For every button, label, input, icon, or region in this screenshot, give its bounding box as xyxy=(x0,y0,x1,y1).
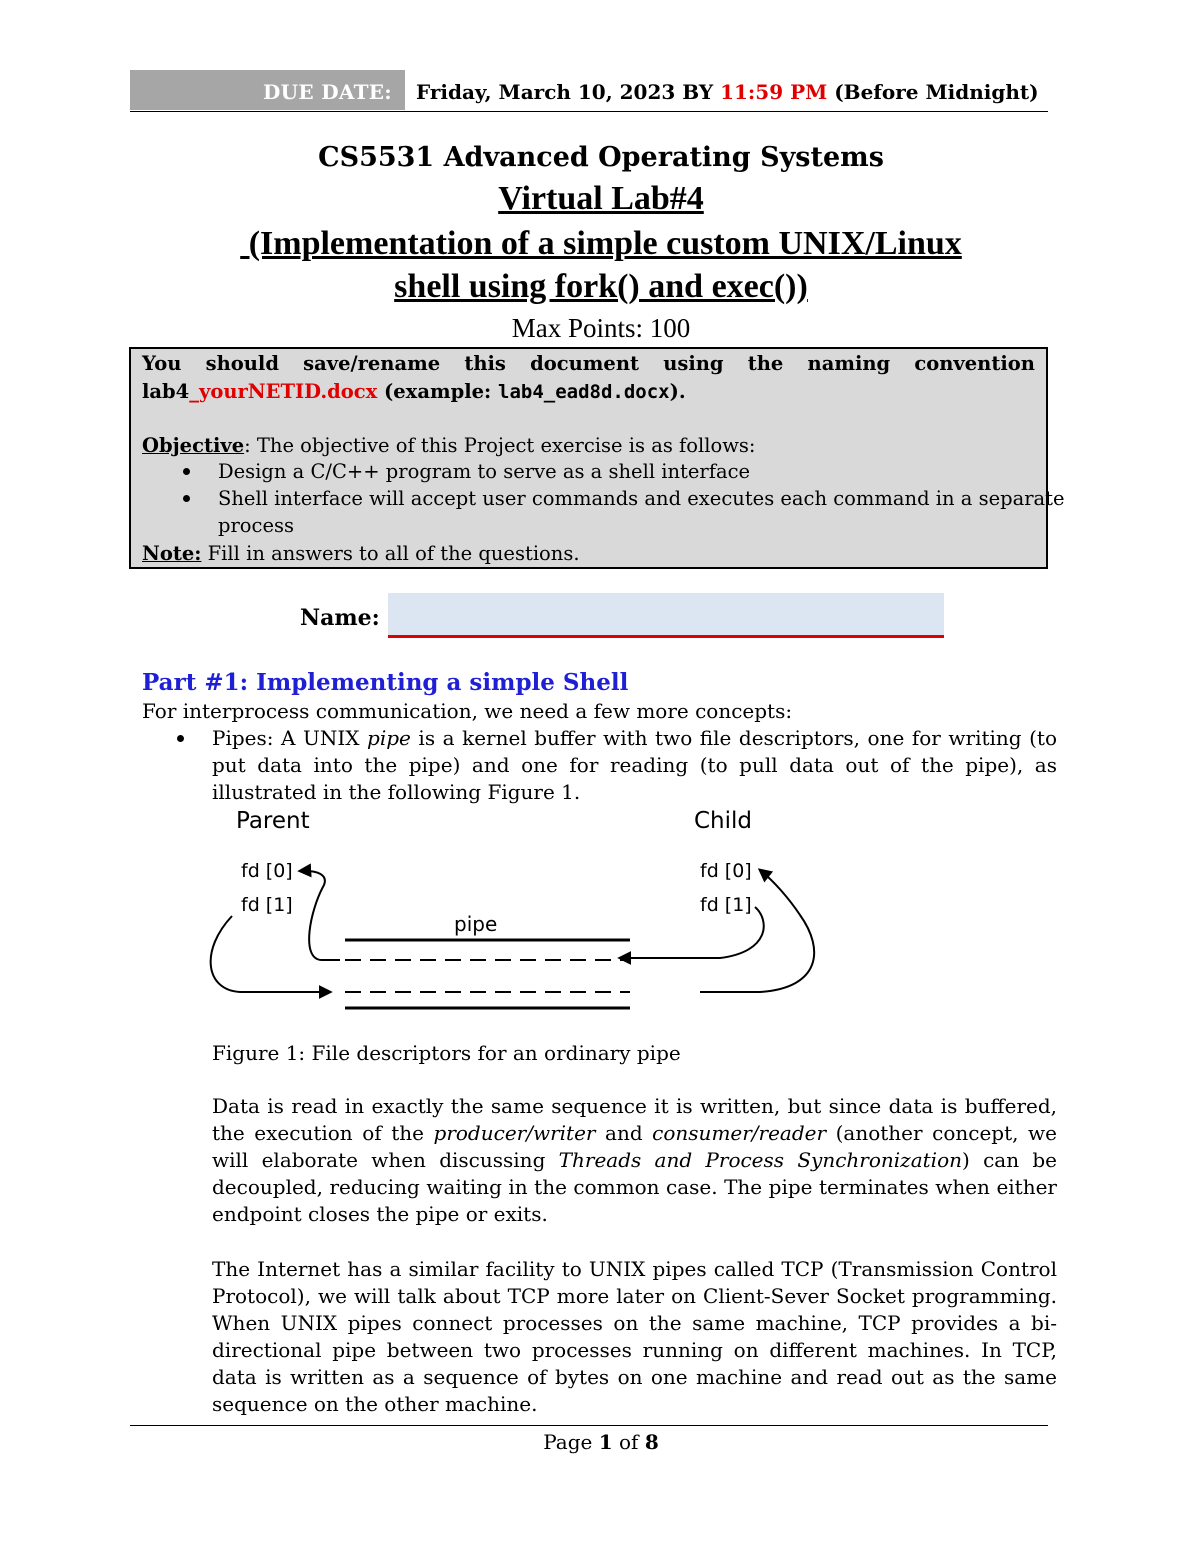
parent-label: Parent xyxy=(236,808,310,834)
footer-rule xyxy=(130,1425,1048,1426)
naming-convention-example xyxy=(142,380,686,403)
naming-example-post: ). xyxy=(669,380,686,403)
parent-fd1-label: fd [1] xyxy=(241,894,293,916)
max-points: Max Points: 100 xyxy=(511,313,691,343)
word: naming xyxy=(807,352,891,375)
bullet-icon xyxy=(183,468,190,475)
paragraph-tcp: The Internet has a similar facility to UNIX pipes called TCP (Transmission Control Protocol), we will talk about TCP more later on Client-Sever Socket programming. When UNIX pipes connect processes on the same machine, TCP provides a bi-directional pipe between two processes running on different machines. In TCP, data is written as a sequence of bytes on one machine and read out as the same sequence on the other machine. xyxy=(212,1257,1057,1416)
objective-label: Objective xyxy=(142,434,245,457)
due-date-text: Friday, March 10, 2023 BY xyxy=(416,80,721,104)
word: using xyxy=(663,352,724,375)
lab-subtitle-line2: shell using fork() and exec()) xyxy=(394,268,808,305)
pipe-label: pipe xyxy=(454,912,498,936)
child-label: Child xyxy=(694,808,753,834)
course-title: CS5531 Advanced Operating Systems xyxy=(318,142,884,173)
note-text: Fill in answers to all of the questions. xyxy=(201,542,580,565)
pipes-text-pre: Pipes: A UNIX xyxy=(212,726,368,750)
word: should xyxy=(205,352,279,375)
pipe-diagram xyxy=(200,800,840,1025)
child-fd1-label: fd [1] xyxy=(700,894,752,916)
due-note: (Before Midnight) xyxy=(827,80,1039,104)
word: the xyxy=(747,352,784,375)
para1-italic-consumer: consumer/reader xyxy=(652,1121,827,1145)
para1-text-c: (another concept, we will elaborate when discussing xyxy=(212,1121,1057,1172)
due-date-value xyxy=(416,80,1039,104)
figure-caption: Figure 1: File descriptors for an ordinary pipe xyxy=(212,1041,681,1065)
objective-line xyxy=(142,434,755,457)
para1-text-d: ) can be decoupled, reducing waiting in the common case. The pipe terminates when either endpoint closes the pipe or exits. xyxy=(212,1148,1058,1226)
note-label: Note: xyxy=(142,542,202,565)
objective-text: : The objective of this Project exercise is as follows: xyxy=(244,434,756,457)
pipes-paragraph xyxy=(212,725,1057,806)
bullet-icon xyxy=(177,735,184,742)
page-footer xyxy=(130,1430,1072,1454)
naming-example-code: lab4_ead8d.docx xyxy=(498,381,670,403)
word: save/rename xyxy=(303,352,441,375)
due-time: 11:59 PM xyxy=(720,80,828,104)
parent-fd0-label: fd [0] xyxy=(241,860,293,882)
name-label: Name: xyxy=(300,605,380,631)
para1-italic-producer: producer/writer xyxy=(433,1121,596,1145)
page-word: Page xyxy=(543,1430,599,1454)
header-rule xyxy=(130,111,1048,112)
word: You xyxy=(142,352,182,375)
part1-heading: Part #1: Implementing a simple Shell xyxy=(142,669,629,696)
pipes-text-post: is a kernel buffer with two file descriptors, one for writing (to put data into the pipe) and one for reading (to pull data out of the pipe), as illustrated in the following Figure 1. xyxy=(212,726,1057,804)
objective-bullet-2-continued: process xyxy=(218,514,295,537)
naming-example-pre: (example: xyxy=(377,380,499,403)
naming-highlight: _yourNETID.docx xyxy=(189,380,378,403)
objective-bullet-2: Shell interface will accept user commands and executes each command in a separate xyxy=(218,487,1065,510)
page-total: 8 xyxy=(644,1430,659,1454)
child-fd0-label: fd [0] xyxy=(700,860,752,882)
word: convention xyxy=(914,352,1035,375)
word: document xyxy=(530,352,640,375)
para1-text-a: Data is read in exactly the same sequence it is written, but since data is buffered, the execution of the xyxy=(212,1094,1057,1145)
word: this xyxy=(464,352,506,375)
part1-intro: For interprocess communication, we need a few more concepts: xyxy=(142,699,793,723)
lab-subtitle-line1: (Implementation of a simple custom UNIX/Linux xyxy=(240,225,962,262)
para1-text-b: and xyxy=(595,1121,653,1145)
bullet-icon xyxy=(183,495,190,502)
para1-italic-threads: Threads and Process Synchronization xyxy=(558,1148,962,1172)
objective-bullet-1: Design a C/C++ program to serve as a shell interface xyxy=(218,460,751,483)
note-line xyxy=(142,542,580,565)
of-word: of xyxy=(612,1430,645,1454)
child-read-arrow xyxy=(700,870,814,992)
name-input[interactable] xyxy=(388,593,944,638)
page-number: 1 xyxy=(598,1430,613,1454)
pipes-italic: pipe xyxy=(367,726,411,750)
parent-read-arrow xyxy=(300,871,340,960)
naming-convention-line xyxy=(142,352,1035,375)
naming-prefix: lab4 xyxy=(142,380,190,403)
due-date-label: DUE DATE: xyxy=(263,80,392,104)
lab-title: Virtual Lab#4 xyxy=(498,180,704,217)
paragraph-buffering xyxy=(212,1093,1057,1228)
